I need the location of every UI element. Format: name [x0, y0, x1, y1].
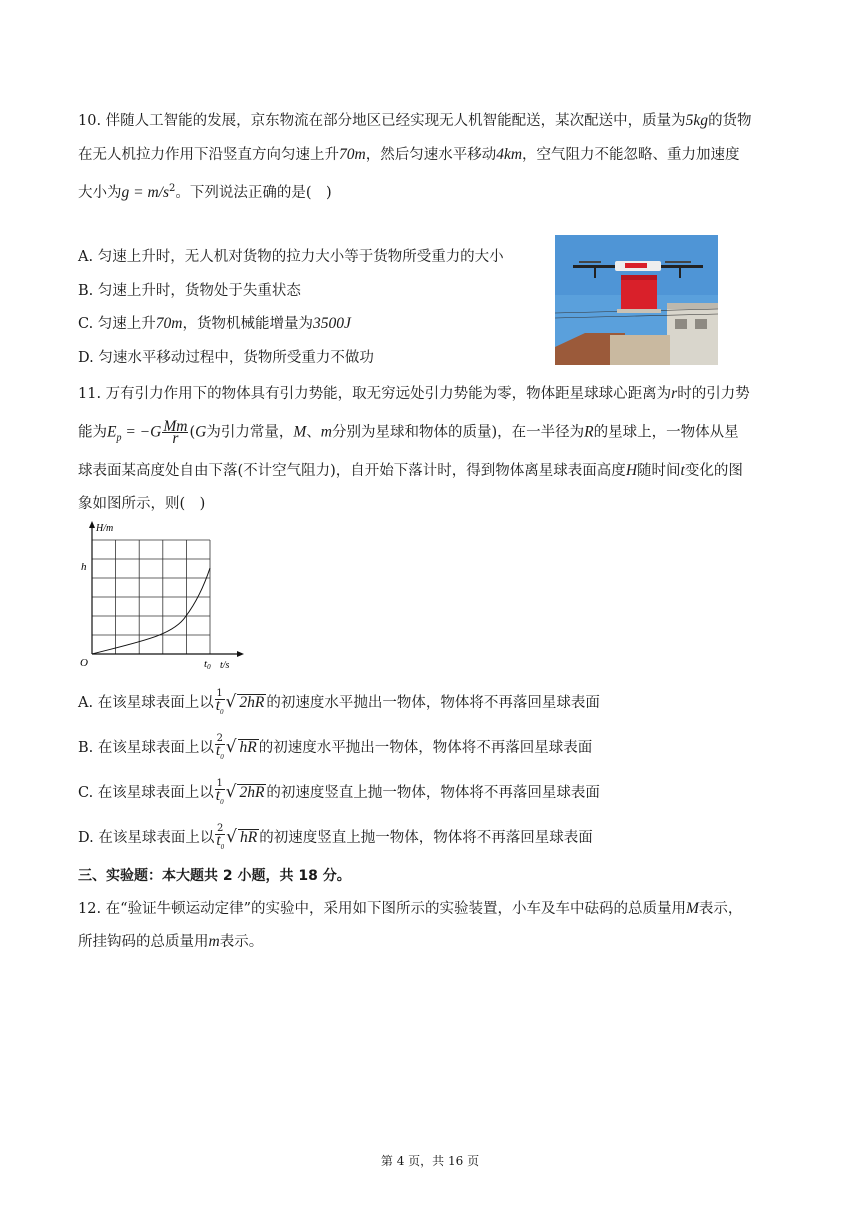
- graph-t0-label: t0: [204, 658, 211, 671]
- page-footer: 第 4 页，共 16 页: [380, 1154, 480, 1168]
- q11-option-d: D. 在该星球表面上以 $\frac{2}{t_0}$ √ hR 的初速度竖直上抛一物体，物体将不再落回星球表面: [78, 823, 593, 852]
- graph-curve: [92, 568, 210, 654]
- q10-mass: 5kg: [685, 112, 709, 129]
- q10-option-c: C. 匀速上升70m，货物机械能增量为3500J: [78, 315, 351, 332]
- q11-option-b: B. 在该星球表面上以 $\frac{2}{t_0}$ √ hR 的初速度水平抛出一物体，物体将不再落回星球表面: [78, 733, 593, 762]
- graph-y-label: H/m: [96, 523, 114, 534]
- q11-line1: 11. 万有引力作用下的物体具有引力势能，取无穷远处引力势能为零，物体距星球球心距离为r时的引力势: [78, 385, 750, 402]
- q10-option-b: B. 匀速上升时，货物处于失重状态: [78, 283, 301, 299]
- q10-option-a: A. 匀速上升时，无人机对货物的拉力大小等于货物所受重力的大小: [78, 249, 504, 265]
- graph-h-label: h: [81, 561, 87, 573]
- q11-line4: 象如图所示，则( ): [78, 496, 206, 512]
- q10-line2: 在无人机拉力作用下沿竖直方向匀速上升70m，然后匀速水平移动4km，空气阻力不能忽略、重力加速度: [78, 146, 740, 163]
- section-3-heading: 三、实验题：本大题共 2 小题，共 18 分。: [78, 868, 351, 884]
- q11-line2: 能为$E_p = -G$ $\frac{Mm}{r}$ (G为引力常量，M、m分别为星球和物体的质量)，在一半径为R的星球上，一物体从星: [78, 418, 739, 447]
- q10-option-d: D. 匀速水平移动过程中，货物所受重力不做功: [78, 350, 374, 366]
- q11-fraction: $\frac{Mm}{r}$: [163, 418, 188, 447]
- graph-grid: [92, 540, 210, 654]
- q10-line1: 10. 伴随人工智能的发展，京东物流在部分地区已经实现无人机智能配送，某次配送中，质量为5kg的货物: [78, 112, 752, 129]
- height-time-graph: [78, 520, 248, 672]
- q11-option-c: C. 在该星球表面上以 $\frac{1}{t_0}$ √ 2hR 的初速度竖直上抛一物体，物体将不再落回星球表面: [78, 778, 600, 807]
- drone-delivery-photo: [555, 235, 718, 365]
- graph-origin-label: O: [80, 657, 88, 669]
- q10-line3: 大小为$g = m/s^2$。下列说法正确的是( ): [78, 183, 332, 201]
- graph-x-label: t/s: [220, 660, 230, 671]
- q12-line2: 所挂钩码的总质量用m表示。: [78, 933, 264, 950]
- q11-line3: 球表面某高度处自由下落(不计空气阻力)，自开始下落计时，得到物体离星球表面高度H随时间t变化的图: [78, 462, 743, 479]
- q12-line1: 12. 在“验证牛顿运动定律”的实验中，采用如下图所示的实验装置，小车及车中砝码的总质量用M表示，: [78, 900, 743, 917]
- q11-option-a: A. 在该星球表面上以 $\frac{1}{t_0}$ √ 2hR 的初速度水平抛出一物体，物体将不再落回星球表面: [78, 688, 600, 717]
